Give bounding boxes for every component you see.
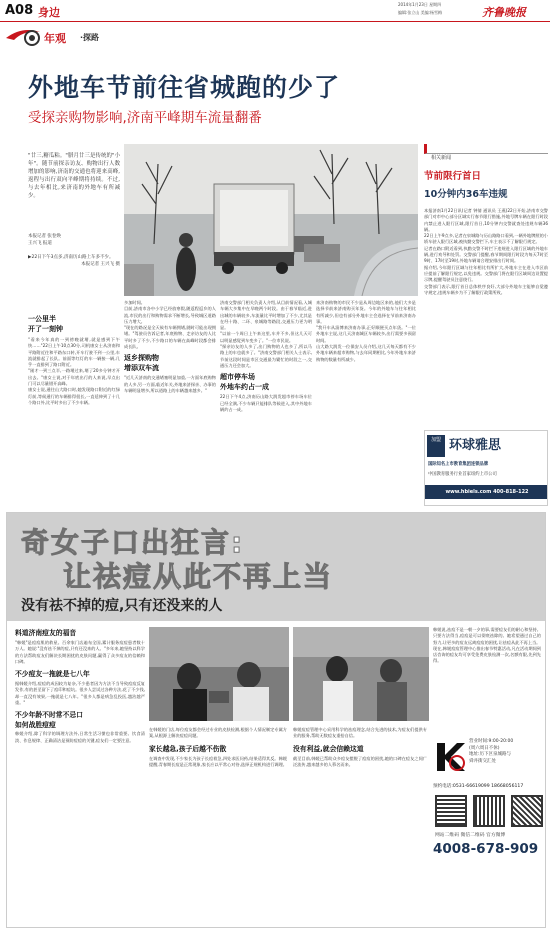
newspaper-logo: 齐鲁晚报 [482,6,526,19]
paragraph: 截至目前,韩媛已帮助众多痘友摆脱了痘痘的困扰,她的口碑在痘友之间广泛流传,越来越多的人慕名而来。 [293,755,427,767]
address-2: 舜井街交汇处 [469,758,496,764]
column-swoosh-icon [2,24,42,50]
k-logo-icon [433,739,467,775]
paragraph: "探亲访友的人多了,出门购物的人也多了,所以马路上的车也就多了。"济南交警部门相关人士表示,节前这段时间是市区交通最为繁忙的时段之一,交通压力还会加大。 [220,344,312,368]
paragraph: "我开车从淄博来济南办事,正好顺便买点年货。"一位外地车主说,这几天济南城区车辆较多,出行需要多预留时间。 [316,325,416,343]
paragraph: 22日下午4点,济南历山路大润发超市停车场车位已经全满,不少车辆只能排队等候进入,其中外地车辆约占一成。 [220,394,312,412]
page-title: 外地车节前往省城跑的少了 [28,73,341,102]
sidebar-related-news [424,144,548,420]
article-column-4 [316,300,416,508]
photo-credit: 本报记者 王兴飞 摄 [81,261,120,267]
paragraph: 本报济南1月22日讯(记者 钟倩 通讯员 王燕)22日开始,济南市交警部门对市中心部分区域实行春节限行措施,外地号牌车辆在限行时段内禁止进入限行区域,限行首日,10分钟内交警就查处违规车辆36辆。 [424,208,548,232]
appointment-phones: 预约电话:0531-66619099 18668056117 [433,784,524,789]
acne-heading-3b: 如何战胜痘痘 [15,721,56,730]
paragraph: "近几天济南的交通堵塞明显加重,一方面年底购物的人多,另一方面,临近年关,外地来济探亲、办事的车辆明显增多,所以道路上的车辆越来越多。" [124,375,216,393]
street-traffic-photo [124,144,418,296]
page-header [0,0,550,22]
page-subtitle: 受探亲购物影响,济南平峰期车流量翻番 [28,110,262,126]
subhead-2b: 增添双车流 [124,364,159,373]
subhead-1b: 开了一刻钟 [28,325,63,333]
acne-ad-title-2: 让祛痘从此不再上当 [63,560,334,593]
ielts-phone: www.hbiels.com 400-818-122 [445,489,529,495]
paragraph: 在韩媛的门店,每位痘友都会经过专业的皮肤检测,根据个人情况制定专属方案,从根源上解决痘痘问题。 [149,727,287,739]
article-column-3 [220,300,312,508]
acne-column-3 [293,727,427,927]
ielts-line-2: 中国教育服务行业首家纽约上市公司 [428,472,497,477]
consultation-photo [293,627,429,721]
paragraph: 康女士说,通往山大路口时,她发现路口附近的红绿灯前,等候通行的车辆排得很长,一直延伸到了十几个路口外,比平时多出了不少车辆。 [28,387,120,405]
acne-ad [6,512,546,928]
photo-caption: ▶22日下午3点多,济南历山路上车多不少。 [28,255,114,260]
paragraph: 交警部门表示,限行首日总体秩序良好,大部分外地车主能够自觉遵守规定,违规车辆多为不了解限行政策所致。 [424,283,548,295]
acne-heading-3: 不少年龄不时常不忌口 [15,711,83,720]
acne-heading-5: 没有利益,就会信赖这道 [293,744,364,753]
paragraph: 韩媛痘痘管理中心采用科学的祛痘理念,结合先进的技术,为痘友们提供专业的服务,帮助无数痘友重拾自信。 [293,727,427,739]
date-line: 2014年1月23日 星期四 [398,2,442,7]
paragraph: 记者在路口附近看到,执勤交警不时拦下违规进入限行区域的外地车辆,进行劝导和处罚。交警部门提醒,春节期间限行时段为每天7时至9时、17时至19时,外地车辆请合理安排出行时间。 [424,245,548,264]
paragraph: 现在,韩媛痘痘管理中心推出春节特惠活动,凡在活动期间到店咨询的痘友均可享受免费皮肤检测一次,名额有限,先到先得。 [433,645,541,664]
acne-column-4 [433,627,541,729]
qr-labels: 网站二维码 微信二维码 官方微博 [435,833,506,838]
paragraph: 山大路大润发一位保安人员介绍,这几天每天都有不少外地车辆来超市购物,与去年同期相比,今年外地车来济购物的数量有所减少。 [316,344,416,362]
paragraph: "韩媛"是痘痘肌的救星。百余家门店遍布全国,累计服务痘痘患者数十万人。她说:"没有祛不掉的痘,只有还没来的人。"多年来,她坚持以科学的方法帮助痘友们解决长期困扰的皮肤问题,赢得了众多痘友的信赖和口碑。 [15,640,145,664]
acne-column-2 [149,727,287,927]
subhead-3: 超市停车场 [220,373,255,382]
paragraph: "刚才一到三点半,一路堵过来,堵了20多分钟才开出去。"康女士说,对于年底出行的人来说,早点出门可以尽量错开高峰。 [28,368,120,387]
related-news-label: 相关新闻 [431,155,452,161]
qr-code-website[interactable] [435,795,467,827]
paragraph: 多加时间。 [124,300,145,305]
byline [28,234,120,247]
ielts-prefix: 加盟 [430,437,441,443]
ielts-ad [424,430,548,506]
section-name: 身边 [38,6,60,19]
paragraph: 在调查中发现,不少家长为孩子长痘着急,四处求医问药,结果适得其反。韩媛提醒,青春期长痘是正常现象,家长应以平常心对待,选择正规机构进行调理。 [149,755,287,767]
sidebar-title-1: 节前限行首日 [424,171,482,182]
paragraph: 韩媛说,祛痘不是一朝一夕的事,需要痘友们的耐心和坚持。只要方法得当,痘痘是可以彻底祛除的。她希望通过自己的努力,让更多的痘友远离痘痘的困扰,让祛痘从此不再上当。 [433,627,541,645]
article-column-1 [28,300,120,508]
acne-ad-title: 奇女子口出狂言: [21,526,245,559]
subhead-1: 一公里半 [28,315,56,323]
paragraph: "以前一个周日上午来这里,车并不多,但这几天可以明显感觉到车变多了。"一位市民说。 [220,331,312,343]
pullquote-text: "廿三,糖瓜粘。"腊月廿三是传统的"小年"。随节前探亲访友、购物出行人数增加的影响,济南的交通也将迎来高峰,返程与出行双向平峰期将持续。不过,与去年相比,来济南的外地车有所减少。 [28,153,120,199]
ielts-phone-bar [425,485,548,499]
business-hours: 营业时间:9:00-20:00 [469,739,514,744]
business-hours-2: (周六周日不休) [469,745,500,751]
column-prefix: 年观 [44,32,66,45]
acne-column-1 [15,627,145,927]
paragraph: 目前,济南市各中小学已经放寒假,随返程返乡的人流,市民的出行和购物需求不断增长,导致城区道路压力增大。 [124,306,216,324]
editor-line: 编辑:张立山 美编:杨雪梅 [398,10,442,15]
ielts-brand: 环球雅思 [449,438,502,453]
qr-code-wechat[interactable] [473,795,505,827]
paragraph: 来济南购物的市民不少是从周边地区来的,他们大多是选择节前来济南购买年货。今年的外地车与往年相比有所减少,但也有部分外地车主会选择在节前来济南办事。 [316,300,416,324]
address: 地址:历下区泉城路与 [469,752,512,757]
paragraph: 据介绍,今年限行区域与往年相比有所扩大,外地车主在进入市区前应提前了解限行规定,以免违规。交警部门将在限行区域周边设置提示牌,提醒驾驶员注意绕行。 [424,264,548,283]
acne-ad-banner [7,513,545,621]
byline-line-2: 王兴飞 报道 [28,240,52,246]
paragraph: 据韩媛介绍,痘痘的成因较为复杂,不少患者因为方法不当导致痘痘反复发作,有的甚至留下了痘印和痘坑。很多人尝试过各种方法,花了不少钱,却一直没有效果,一拖就是七八年。"很多人都是病急乱投医,越治越严重。" [15,681,145,706]
paragraph: "看来今年真的一到傍晚就堵,就是感到下午快……"22日上午10点30分,司机康女士从济南和平路附近往和平路东口转,开车行驶不到一公里,车流就排起了长队。前面等红灯的车一辆接一辆,几乎一直排到了路口附近。 [28,337,120,368]
sidebar-title-2: 10分钟内36车违规 [424,189,508,200]
acne-heading-1: 料道济南痘友的福音 [15,629,77,637]
pullquote [28,152,120,200]
related-news-tag [424,144,548,161]
qr-code-weibo[interactable] [511,795,543,827]
paragraph: 韩媛介绍,除了科学的调理方法外,日常生活习惯也非常重要。饮食清淡、作息规律、正确清洁是预防痘痘的关键,痘友们一定要注意。 [15,731,145,743]
column-logo [2,24,122,50]
paragraph: 22日上午9点多,记者在泉城路与历山路路口看到,一辆外地牌照的小轿车驶入限行区域,被执勤交警拦下,车主表示不了解限行规定。 [424,233,548,245]
byline-line-1: 本报记者 张卷焕 [28,234,61,239]
hotline-number: 4008-678-909 [433,841,539,857]
subhead-3b: 外地车约占一成 [220,383,269,392]
acne-heading-2: 不少痘友一拖就是七八年 [15,670,90,679]
acne-heading-4: 家长越急,孩子后越不伤散 [149,744,227,753]
subhead-2: 返乡探购物 [124,354,159,363]
column-tag: ·探路 [80,33,100,42]
article-column-2 [124,300,216,508]
ielts-prefix-box [427,435,445,457]
page-code: A08 [5,3,34,18]
paragraph: 济南交警部门相关负责人介绍,从目前情况看,入城车辆大多集中在早晚两个时段。由于春节临近,进出城的车辆较多,车流量比平时增加了不少,尤其是在经十路、二环、泉城路等路段,交通压力更为明显。 [220,300,312,331]
photo-caption-block [28,255,120,268]
interview-photo [149,627,289,721]
paragraph: "现在的路况是全天候有车辆拥堵,随时可能出现拥堵。"驾驶员告诉记者,年底购物、走亲访友的人比平时多了不少,不少路口的车辆在高峰时段都会排成长队。 [124,325,216,350]
acne-ad-subtitle: 没有祛不掉的痘,只有还没来的人 [21,598,223,614]
ielts-slogan: 国际知名上市教育集团连锁品牌 [428,462,489,467]
contact-block [469,739,545,765]
brand-logo [433,739,467,775]
